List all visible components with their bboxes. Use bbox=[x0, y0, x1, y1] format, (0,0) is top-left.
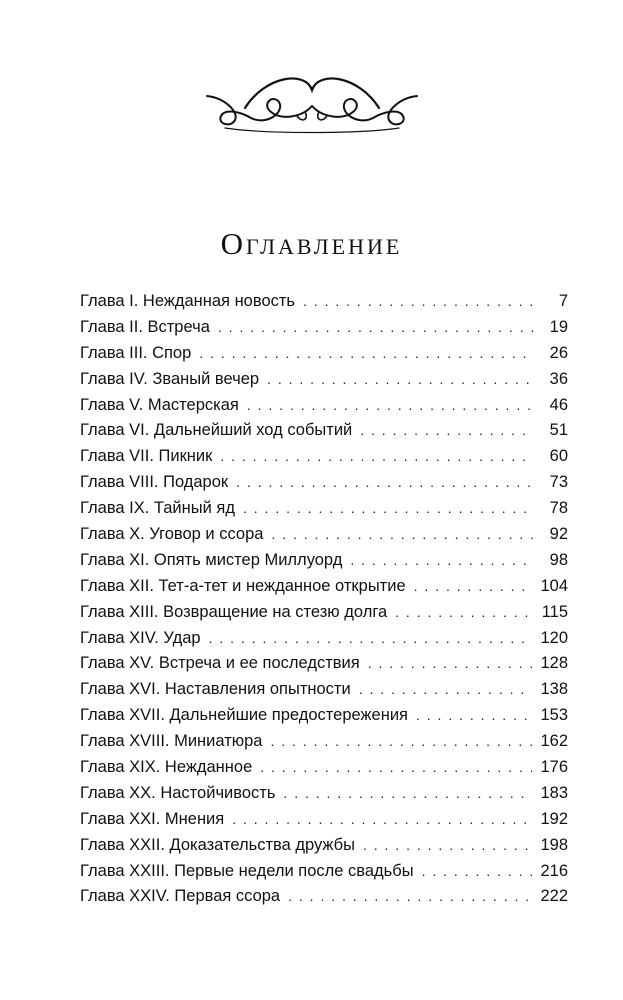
toc-entry[interactable] bbox=[80, 677, 568, 703]
toc-entry-page-number: 78 bbox=[549, 499, 568, 518]
toc-entry[interactable] bbox=[80, 470, 568, 496]
toc-entry-title: Глава XVI. Наставления опытности bbox=[80, 680, 351, 699]
toc-leader-dots bbox=[359, 677, 533, 703]
toc-entry-title: Глава III. Спор bbox=[80, 343, 192, 362]
toc-leader-dots bbox=[422, 859, 533, 885]
toc-entry-title: Глава XXIII. Первые недели после свадьбы bbox=[80, 861, 414, 880]
toc-leader-dots bbox=[199, 341, 534, 367]
toc-leader-dots bbox=[395, 600, 534, 626]
toc-leader-dots bbox=[247, 393, 534, 419]
toc-entry-title: Глава IX. Тайный яд bbox=[80, 499, 235, 518]
toc-entry-page-number: 222 bbox=[540, 887, 568, 906]
toc-entry-page-number: 183 bbox=[540, 783, 568, 802]
toc-leader-dots bbox=[270, 729, 532, 755]
toc-entry-page-number: 216 bbox=[540, 861, 568, 880]
toc-leader-dots bbox=[283, 781, 532, 807]
toc-entry-page-number: 198 bbox=[540, 835, 568, 854]
toc-leader-dots bbox=[236, 470, 534, 496]
toc-entry[interactable] bbox=[80, 315, 568, 341]
toc-leader-dots bbox=[220, 444, 534, 470]
toc-entry[interactable] bbox=[80, 755, 568, 781]
toc-entry-title: Глава XIV. Удар bbox=[80, 628, 201, 647]
toc-entry[interactable] bbox=[80, 496, 568, 522]
toc-entry[interactable] bbox=[80, 574, 568, 600]
toc-entry-page-number: 92 bbox=[549, 525, 568, 544]
toc-entry-page-number: 104 bbox=[540, 576, 568, 595]
toc-entry[interactable] bbox=[80, 367, 568, 393]
toc-leader-dots bbox=[416, 703, 532, 729]
toc-entry-page-number: 36 bbox=[549, 369, 568, 388]
toc-entry-page-number: 128 bbox=[540, 654, 568, 673]
toc-entry-title: Глава XI. Опять мистер Миллуорд bbox=[80, 550, 343, 569]
toc-entry-page-number: 162 bbox=[540, 732, 568, 751]
toc-entry-page-number: 120 bbox=[540, 628, 568, 647]
toc-entry[interactable] bbox=[80, 548, 568, 574]
toc-entry[interactable] bbox=[80, 859, 568, 885]
toc-entry[interactable] bbox=[80, 341, 568, 367]
toc-leader-dots bbox=[363, 833, 533, 859]
toc-entry[interactable] bbox=[80, 600, 568, 626]
toc-leader-dots bbox=[209, 626, 533, 652]
toc-entry-title: Глава XVII. Дальнейшие предостережения bbox=[80, 706, 408, 725]
toc-entry-title: Глава I. Нежданная новость bbox=[80, 292, 296, 310]
toc-entry[interactable] bbox=[80, 418, 568, 444]
toc-leader-dots bbox=[232, 807, 532, 833]
toc-leader-dots bbox=[414, 574, 533, 600]
toc-leader-dots bbox=[360, 418, 534, 444]
toc-entry[interactable] bbox=[80, 289, 568, 315]
toc-entry[interactable] bbox=[80, 444, 568, 470]
toc-entry-title: Глава XX. Настойчивость bbox=[80, 783, 276, 802]
toc-entry-title: Глава VI. Дальнейший ход событий bbox=[80, 421, 353, 440]
toc-entry-title: Глава V. Мастерская bbox=[80, 395, 239, 414]
toc-entry-page-number: 26 bbox=[549, 343, 568, 362]
toc-entry[interactable] bbox=[80, 833, 568, 859]
toc-entry-title: Глава XXII. Доказательства дружбы bbox=[80, 835, 355, 854]
toc-entry-title: Глава XII. Тет-а-тет и нежданное открытие bbox=[80, 576, 406, 595]
toc-entry-page-number: 115 bbox=[541, 602, 568, 621]
toc-entry-page-number: 19 bbox=[549, 317, 568, 336]
toc-entry-page-number: 51 bbox=[549, 421, 568, 440]
toc-entry-title: Глава II. Встреча bbox=[80, 317, 210, 336]
toc-leader-dots bbox=[218, 315, 534, 341]
toc-entry-title: Глава XV. Встреча и ее последствия bbox=[80, 654, 360, 673]
toc-entry-page-number: 73 bbox=[549, 473, 568, 492]
toc-entry-title: Глава X. Уговор и ссора bbox=[80, 525, 264, 544]
toc-entry-page-number: 98 bbox=[549, 550, 568, 569]
flourish-divider-icon bbox=[205, 68, 419, 134]
toc-entry-page-number: 7 bbox=[558, 292, 568, 310]
toc-entry-title: Глава IV. Званый вечер bbox=[80, 369, 260, 388]
toc-leader-dots bbox=[303, 289, 534, 315]
toc-entry-page-number: 176 bbox=[540, 758, 568, 777]
toc-entry[interactable] bbox=[80, 393, 568, 419]
toc-leader-dots bbox=[260, 755, 532, 781]
toc-entry[interactable] bbox=[80, 729, 568, 755]
toc-entry[interactable] bbox=[80, 522, 568, 548]
toc-entry-title: Глава XIII. Возвращение на стезю долга bbox=[80, 602, 388, 621]
toc-entry[interactable] bbox=[80, 884, 568, 910]
toc-entry-title: Глава XIX. Нежданное bbox=[80, 758, 253, 777]
toc-leader-dots bbox=[350, 548, 534, 574]
toc-entry-title: Глава XXIV. Первая ссора bbox=[80, 887, 281, 906]
toc-entry[interactable] bbox=[80, 651, 568, 677]
toc-entry-page-number: 192 bbox=[540, 809, 568, 828]
table-of-contents bbox=[80, 289, 568, 910]
toc-entry[interactable] bbox=[80, 807, 568, 833]
page-title: Оглавление bbox=[220, 226, 403, 261]
toc-leader-dots bbox=[243, 496, 534, 522]
toc-entry-page-number: 46 bbox=[549, 395, 568, 414]
toc-entry-title: Глава VIII. Подарок bbox=[80, 473, 229, 492]
toc-leader-dots bbox=[267, 367, 534, 393]
toc-leader-dots bbox=[368, 651, 533, 677]
toc-entry-page-number: 153 bbox=[540, 706, 568, 725]
toc-leader-dots bbox=[288, 884, 532, 910]
toc-entry-page-number: 138 bbox=[540, 680, 568, 699]
toc-entry-page-number: 60 bbox=[549, 447, 568, 466]
toc-entry[interactable] bbox=[80, 781, 568, 807]
toc-entry[interactable] bbox=[80, 703, 568, 729]
toc-entry[interactable] bbox=[80, 626, 568, 652]
toc-leader-dots bbox=[271, 522, 534, 548]
toc-entry-title: Глава XXI. Мнения bbox=[80, 809, 225, 828]
toc-entry-title: Глава XVIII. Миниатюра bbox=[80, 732, 263, 751]
toc-entry-title: Глава VII. Пикник bbox=[80, 447, 213, 466]
